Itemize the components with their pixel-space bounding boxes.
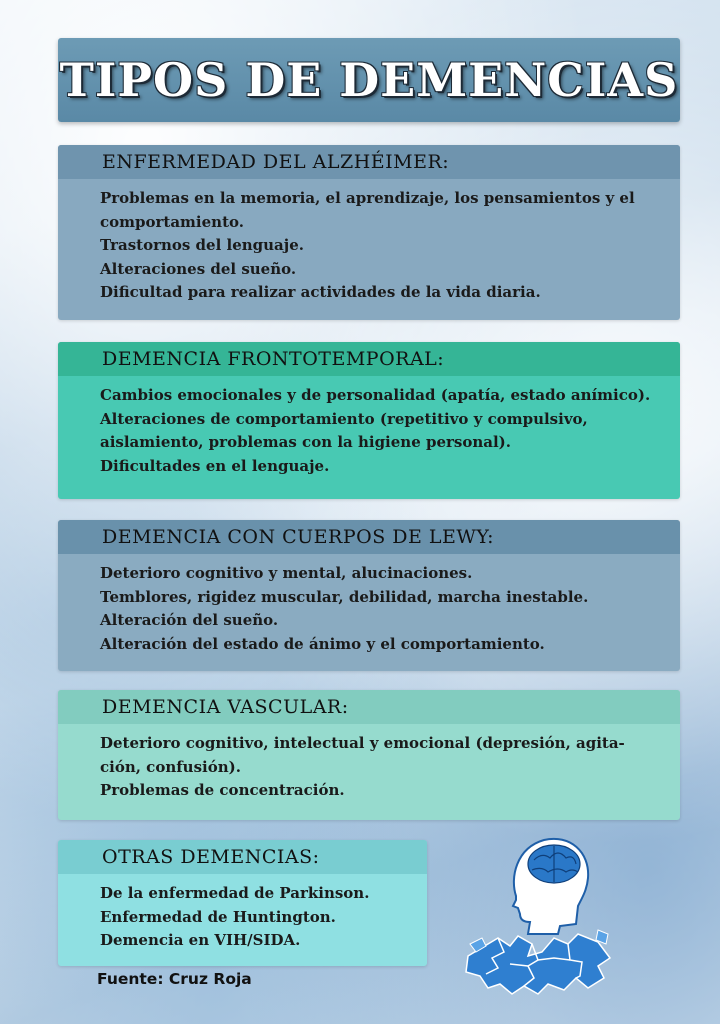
section-line: Alteración del estado de ánimo y el comportamiento. <box>100 634 545 653</box>
section-line: De la enfermedad de Parkinson. <box>100 884 370 902</box>
section-line: Dificultad para realizar actividades de la vida diaria. <box>100 283 541 301</box>
section-line: Alteraciones de comportamiento (repetitivo y compulsivo, <box>100 409 588 428</box>
section-line: aislamiento, problemas con la higiene personal). <box>100 433 511 451</box>
section-body <box>58 874 427 953</box>
section-line: Alteraciones del sueño. <box>100 259 297 278</box>
section-body <box>58 376 680 478</box>
section-alzheimer <box>58 145 680 320</box>
section-line: Enfermedad de Huntington. <box>100 907 336 926</box>
section-line: Problemas en la memoria, el aprendizaje, los pensamientos y el <box>100 189 635 207</box>
section-heading: DEMENCIA FRONTOTEMPORAL: <box>58 342 680 376</box>
section-heading: ENFERMEDAD DEL ALZHÉIMER: <box>58 145 680 179</box>
section-line: Deterioro cognitivo y mental, alucinaciones. <box>100 564 473 582</box>
source-credit: Fuente: Cruz Roja <box>97 970 252 988</box>
section-body <box>58 179 680 305</box>
title-banner <box>58 38 680 122</box>
section-line: Trastornos del lenguaje. <box>100 236 304 254</box>
section-line: Alteración del sueño. <box>100 611 279 629</box>
section-frontotemporal <box>58 342 680 499</box>
section-vascular <box>58 690 680 820</box>
section-line: comportamiento. <box>100 212 244 231</box>
section-body <box>58 724 680 803</box>
section-line: ción, confusión). <box>100 757 241 776</box>
section-other <box>58 840 427 966</box>
section-line: Deterioro cognitivo, intelectual y emocional (depresión, agita- <box>100 734 625 752</box>
head-brain-puzzle-icon <box>458 826 618 996</box>
section-body <box>58 554 680 656</box>
section-heading: OTRAS DEMENCIAS: <box>58 840 427 874</box>
section-lewy <box>58 520 680 671</box>
section-line: Problemas de concentración. <box>100 781 345 799</box>
section-heading: DEMENCIA VASCULAR: <box>58 690 680 724</box>
section-heading: DEMENCIA CON CUERPOS DE LEWY: <box>58 520 680 554</box>
section-line: Cambios emocionales y de personalidad (apatía, estado anímico). <box>100 386 651 404</box>
page-title: TIPOS DE DEMENCIAS <box>59 53 679 107</box>
section-line: Dificultades en el lenguaje. <box>100 456 330 475</box>
section-line: Demencia en VIH/SIDA. <box>100 931 301 949</box>
section-line: Temblores, rigidez muscular, debilidad, marcha inestable. <box>100 587 589 606</box>
